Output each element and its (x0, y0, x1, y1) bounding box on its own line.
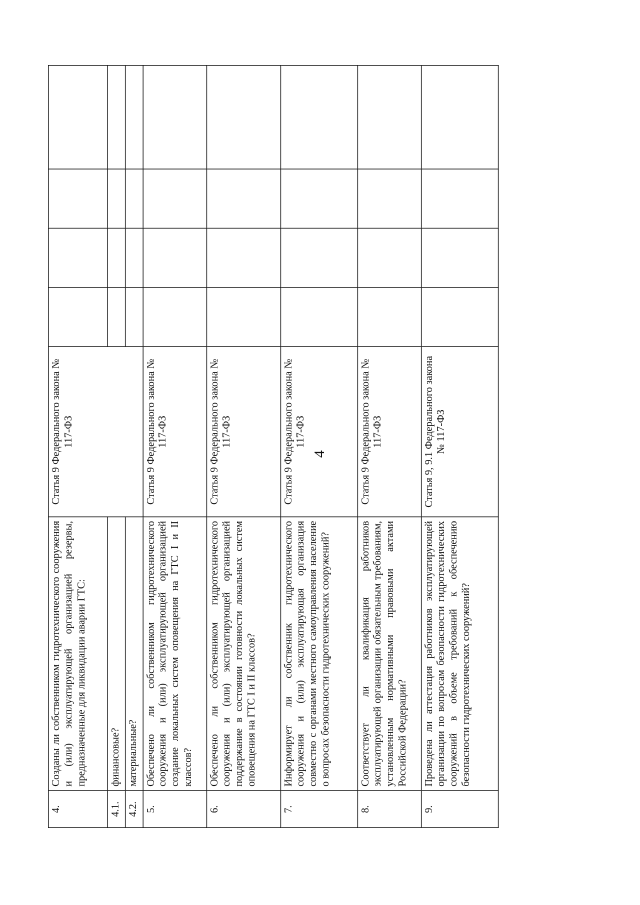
answer-cell-yes[interactable] (125, 287, 143, 346)
answer-cell-yes[interactable] (143, 287, 207, 346)
answer-cell-not-applicable[interactable] (125, 169, 143, 228)
answer-cell-no[interactable] (125, 228, 143, 287)
remark-cell[interactable] (143, 65, 207, 169)
legal-basis: Статья 9 Федерального закона № 117-ФЗ (357, 347, 421, 517)
table-row (357, 65, 421, 827)
answer-cell-yes[interactable] (357, 287, 421, 346)
answer-cell-yes[interactable] (206, 287, 280, 346)
page-number: 4 (312, 450, 328, 458)
question-text: Созданы ли собственником гидротехнического сооружения и (или) эксплуатирующей организацией резервы, предназначенные для ликвидации аварии ГТС: (48, 517, 107, 791)
row-number: 7. (280, 791, 357, 828)
rotated-page-content (48, 66, 601, 828)
answer-cell-yes[interactable] (421, 287, 498, 346)
table-row (280, 65, 357, 827)
row-number: 4. (48, 791, 107, 828)
answer-cell-not-applicable[interactable] (48, 169, 107, 228)
answer-cell-yes[interactable] (280, 287, 357, 346)
table-row (206, 65, 280, 827)
checklist-table (48, 65, 498, 828)
remark-cell[interactable] (125, 65, 143, 169)
legal-basis: Статья 9 Федерального закона № 117-ФЗ (206, 347, 280, 517)
question-text: финансовые? (108, 517, 126, 791)
legal-basis: Статья 9 Федерального закона № 117-ФЗ (280, 347, 357, 517)
row-number: 4.1. (108, 791, 126, 828)
remark-cell[interactable] (357, 65, 421, 169)
answer-cell-no[interactable] (143, 228, 207, 287)
question-text: Обеспечено ли собственником гидротехнического сооружения и (или) эксплуатирующей организацией поддержание в состоянии готовности локальных систем оповещения на ГТС I и II классов? (206, 517, 280, 791)
legal-basis: Статья 9 Федерального закона № 117-ФЗ (48, 347, 142, 517)
answer-cell-no[interactable] (357, 228, 421, 287)
remark-cell[interactable] (280, 65, 357, 169)
answer-cell-no[interactable] (206, 228, 280, 287)
answer-cell-not-applicable[interactable] (421, 169, 498, 228)
question-text: Соответствует ли квалификация работников эксплуатирующей организации обязательным требованиям, установленным нормативными правовыми актами Российской Федерации? (357, 517, 421, 791)
legal-basis: Статья 9, 9.1 Федерального закона № 117-ФЗ (421, 347, 498, 517)
answer-cell-no[interactable] (108, 228, 126, 287)
question-text: материальные? (125, 517, 143, 791)
question-text: Проведена ли аттестация работников эксплуатирующей организации по вопросам безопасности гидротехнических сооружений в объеме требований к обеспечению безопасности гидротехнических сооружений? (421, 517, 498, 791)
answer-cell-no[interactable] (48, 228, 107, 287)
answer-cell-not-applicable[interactable] (108, 169, 126, 228)
row-number: 8. (357, 791, 421, 828)
question-text: Обеспечено ли собственником гидротехнического сооружения и (или) эксплуатирующей организацией создание локальных систем оповещения на ГТС I и II классов? (143, 517, 207, 791)
row-number: 4.2. (125, 791, 143, 828)
answer-cell-not-applicable[interactable] (280, 169, 357, 228)
row-number: 6. (206, 791, 280, 828)
checklist-sheet (48, 66, 498, 828)
answer-cell-no[interactable] (421, 228, 498, 287)
answer-cell-yes[interactable] (108, 287, 126, 346)
table-row (421, 65, 498, 827)
answer-cell-not-applicable[interactable] (357, 169, 421, 228)
table-row (143, 65, 207, 827)
row-number: 5. (143, 791, 207, 828)
row-number: 9. (421, 791, 498, 828)
remark-cell[interactable] (206, 65, 280, 169)
answer-cell-not-applicable[interactable] (143, 169, 207, 228)
legal-basis: Статья 9 Федерального закона № 117-ФЗ (143, 347, 207, 517)
remark-cell[interactable] (421, 65, 498, 169)
answer-cell-not-applicable[interactable] (206, 169, 280, 228)
answer-cell-no[interactable] (280, 228, 357, 287)
remark-cell[interactable] (48, 65, 107, 169)
answer-cell-yes[interactable] (48, 287, 107, 346)
table-row (48, 65, 107, 827)
remark-cell[interactable] (108, 65, 126, 169)
question-text: Информирует ли собственник гидротехнического сооружения и (или) эксплуатирующая организация совместно с органами местного самоуправления население о вопросах безопасности гидротехнических сооружений? (280, 517, 357, 791)
